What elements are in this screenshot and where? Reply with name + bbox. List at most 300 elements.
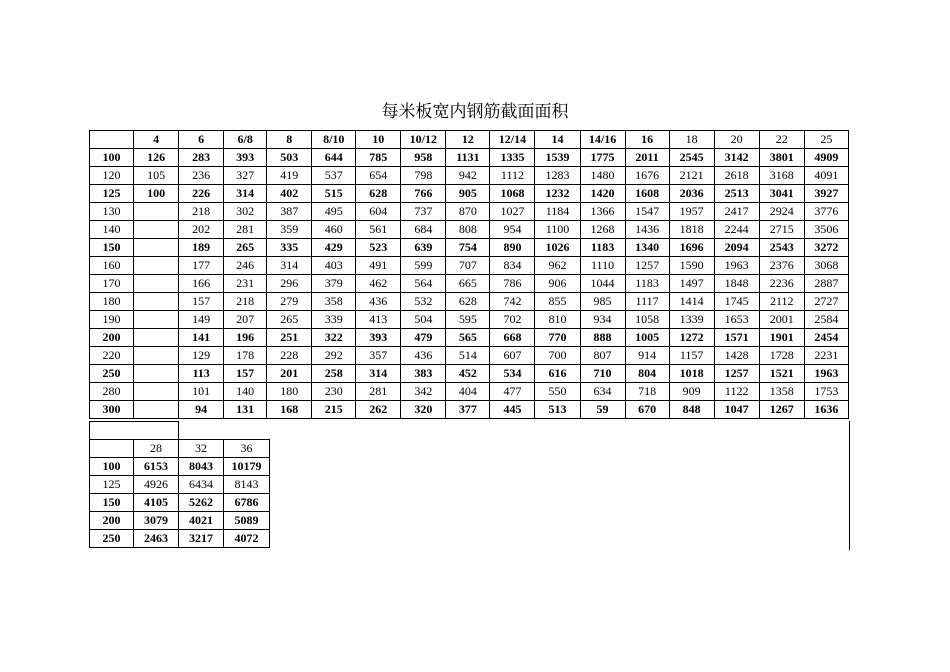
area-cell: 166: [179, 275, 224, 293]
diameter-header: 16: [625, 131, 669, 149]
area-cell: 634: [580, 383, 625, 401]
area-cell: 379: [312, 275, 356, 293]
area-cell: [134, 221, 179, 239]
area-cell: 1547: [625, 203, 669, 221]
area-cell: 1436: [625, 221, 669, 239]
diameter-header: 14/16: [580, 131, 625, 149]
area-cell: 292: [312, 347, 356, 365]
area-cell: 419: [267, 167, 312, 185]
area-cell: 196: [224, 329, 267, 347]
area-cell: 2376: [759, 257, 804, 275]
diameter-header: 18: [669, 131, 714, 149]
area-cell: 177: [179, 257, 224, 275]
area-cell: 1183: [580, 239, 625, 257]
area-cell: 1901: [759, 329, 804, 347]
area-cell: 495: [312, 203, 356, 221]
area-cell: 2244: [714, 221, 759, 239]
page-title: 每米板宽内钢筋截面面积: [381, 102, 569, 122]
area-cell: 3506: [804, 221, 848, 239]
area-cell: 335: [267, 239, 312, 257]
area-cell: 985: [580, 293, 625, 311]
spacing-cell: 120: [90, 167, 134, 185]
area-cell: 1745: [714, 293, 759, 311]
area-cell: 4091: [804, 167, 848, 185]
area-cell: 504: [401, 311, 446, 329]
area-cell: 6434: [179, 476, 224, 494]
area-cell: 5262: [179, 494, 224, 512]
area-cell: 1818: [669, 221, 714, 239]
area-cell: 737: [401, 203, 446, 221]
spacing-cell: 150: [90, 494, 134, 512]
area-cell: 628: [356, 185, 401, 203]
area-cell: 2236: [759, 275, 804, 293]
area-cell: 3142: [714, 149, 759, 167]
area-cell: 265: [224, 239, 267, 257]
area-cell: 644: [312, 149, 356, 167]
area-cell: 1110: [580, 257, 625, 275]
header-row: [90, 131, 849, 149]
area-cell: 766: [401, 185, 446, 203]
area-cell: 2036: [669, 185, 714, 203]
table-row: [90, 347, 849, 365]
area-cell: 785: [356, 149, 401, 167]
area-cell: 3927: [804, 185, 848, 203]
spacing-cell: 140: [90, 221, 134, 239]
table-row: [90, 458, 270, 476]
area-cell: 231: [224, 275, 267, 293]
area-cell: [134, 347, 179, 365]
area-cell: 1047: [714, 401, 759, 419]
area-cell: 1272: [669, 329, 714, 347]
area-cell: 3801: [759, 149, 804, 167]
area-cell: 1497: [669, 275, 714, 293]
area-cell: 357: [356, 347, 401, 365]
area-cell: 3168: [759, 167, 804, 185]
diameter-header: 4: [134, 131, 179, 149]
area-cell: 236: [179, 167, 224, 185]
area-cell: 462: [356, 275, 401, 293]
spacing-cell: 150: [90, 239, 134, 257]
area-cell: [134, 365, 179, 383]
area-cell: 808: [446, 221, 490, 239]
area-cell: 2727: [804, 293, 848, 311]
area-cell: 905: [446, 185, 490, 203]
area-cell: 281: [356, 383, 401, 401]
table-row: [90, 512, 270, 530]
area-cell: 3041: [759, 185, 804, 203]
area-cell: 513: [535, 401, 580, 419]
area-cell: 855: [535, 293, 580, 311]
area-cell: 383: [401, 365, 446, 383]
area-cell: 101: [179, 383, 224, 401]
area-cell: 228: [267, 347, 312, 365]
area-cell: 958: [401, 149, 446, 167]
area-cell: 314: [224, 185, 267, 203]
area-cell: 314: [356, 365, 401, 383]
spacing-cell: 100: [90, 149, 134, 167]
area-cell: [134, 329, 179, 347]
area-cell: 1183: [625, 275, 669, 293]
area-cell: 1366: [580, 203, 625, 221]
area-cell: 387: [267, 203, 312, 221]
table-row: [90, 257, 849, 275]
area-cell: 1026: [535, 239, 580, 257]
area-cell: 283: [179, 149, 224, 167]
area-cell: 670: [625, 401, 669, 419]
area-cell: 1005: [625, 329, 669, 347]
table-row: [90, 530, 270, 548]
diameter-header: 14: [535, 131, 580, 149]
area-cell: 684: [401, 221, 446, 239]
spacing-cell: 250: [90, 530, 134, 548]
spacing-cell: 125: [90, 185, 134, 203]
area-cell: 1340: [625, 239, 669, 257]
table-row: [90, 185, 849, 203]
area-cell: 3068: [804, 257, 848, 275]
area-cell: 1428: [714, 347, 759, 365]
area-cell: 358: [312, 293, 356, 311]
area-cell: 1728: [759, 347, 804, 365]
area-cell: 2543: [759, 239, 804, 257]
area-cell: 296: [267, 275, 312, 293]
area-cell: 1257: [714, 365, 759, 383]
rebar-area-table: [89, 130, 849, 419]
area-cell: 702: [490, 311, 535, 329]
spacing-cell: 220: [90, 347, 134, 365]
table-row: [90, 239, 849, 257]
diameter-header: 28: [134, 440, 179, 458]
area-cell: 1636: [804, 401, 848, 419]
area-cell: 639: [401, 239, 446, 257]
spacing-cell: 170: [90, 275, 134, 293]
area-cell: 281: [224, 221, 267, 239]
area-cell: 218: [224, 293, 267, 311]
area-cell: 2454: [804, 329, 848, 347]
area-cell: 906: [535, 275, 580, 293]
area-cell: 607: [490, 347, 535, 365]
table-right-border: [849, 421, 850, 550]
area-cell: 2231: [804, 347, 848, 365]
diameter-header: 10/12: [401, 131, 446, 149]
spacing-cell: 100: [90, 458, 134, 476]
area-cell: 4926: [134, 476, 179, 494]
area-cell: [134, 383, 179, 401]
area-cell: 515: [312, 185, 356, 203]
diameter-header: 36: [224, 440, 270, 458]
area-cell: 393: [356, 329, 401, 347]
area-cell: 320: [401, 401, 446, 419]
area-cell: 4072: [224, 530, 270, 548]
area-cell: [134, 401, 179, 419]
area-cell: 1335: [490, 149, 535, 167]
area-cell: 4021: [179, 512, 224, 530]
area-cell: 665: [446, 275, 490, 293]
area-cell: 403: [312, 257, 356, 275]
area-cell: 479: [401, 329, 446, 347]
diameter-header: 8: [267, 131, 312, 149]
table-row: [90, 329, 849, 347]
area-cell: 754: [446, 239, 490, 257]
area-cell: 314: [267, 257, 312, 275]
area-cell: 909: [669, 383, 714, 401]
area-cell: 215: [312, 401, 356, 419]
area-cell: 1283: [535, 167, 580, 185]
area-cell: 105: [134, 167, 179, 185]
area-cell: 3272: [804, 239, 848, 257]
area-cell: [134, 257, 179, 275]
area-cell: 126: [134, 149, 179, 167]
area-cell: 393: [224, 149, 267, 167]
area-cell: [134, 239, 179, 257]
area-cell: 890: [490, 239, 535, 257]
area-cell: 2545: [669, 149, 714, 167]
area-cell: [134, 275, 179, 293]
area-cell: 628: [446, 293, 490, 311]
area-cell: 962: [535, 257, 580, 275]
area-cell: [134, 311, 179, 329]
area-cell: 1848: [714, 275, 759, 293]
area-cell: 149: [179, 311, 224, 329]
area-cell: 523: [356, 239, 401, 257]
area-cell: 707: [446, 257, 490, 275]
area-cell: 230: [312, 383, 356, 401]
area-cell: 402: [267, 185, 312, 203]
area-cell: 491: [356, 257, 401, 275]
area-cell: 1131: [446, 149, 490, 167]
area-cell: 1267: [759, 401, 804, 419]
area-cell: 1100: [535, 221, 580, 239]
table-row: [90, 476, 270, 494]
area-cell: 718: [625, 383, 669, 401]
area-cell: 3217: [179, 530, 224, 548]
area-cell: 1268: [580, 221, 625, 239]
area-cell: 168: [267, 401, 312, 419]
table-row: [90, 383, 849, 401]
area-cell: 914: [625, 347, 669, 365]
area-cell: 100: [134, 185, 179, 203]
area-cell: 2887: [804, 275, 848, 293]
area-cell: 436: [356, 293, 401, 311]
area-cell: 258: [312, 365, 356, 383]
diameter-header: 12/14: [490, 131, 535, 149]
area-cell: 1358: [759, 383, 804, 401]
area-cell: 561: [356, 221, 401, 239]
area-cell: 359: [267, 221, 312, 239]
area-cell: 436: [401, 347, 446, 365]
area-cell: 262: [356, 401, 401, 419]
area-cell: 141: [179, 329, 224, 347]
area-cell: 4909: [804, 149, 848, 167]
spacing-cell: 125: [90, 476, 134, 494]
area-cell: 710: [580, 365, 625, 383]
area-cell: 460: [312, 221, 356, 239]
diameter-header: 12: [446, 131, 490, 149]
spacing-cell: 250: [90, 365, 134, 383]
diameter-header: 10: [356, 131, 401, 149]
area-cell: 157: [179, 293, 224, 311]
spacing-cell: 200: [90, 512, 134, 530]
area-cell: 477: [490, 383, 535, 401]
area-cell: 1539: [535, 149, 580, 167]
area-cell: 342: [401, 383, 446, 401]
area-cell: 1044: [580, 275, 625, 293]
area-cell: 2001: [759, 311, 804, 329]
table-row: [90, 293, 849, 311]
area-cell: 1117: [625, 293, 669, 311]
area-cell: 246: [224, 257, 267, 275]
area-cell: 870: [446, 203, 490, 221]
blank-row: [90, 422, 270, 440]
area-cell: 157: [224, 365, 267, 383]
area-cell: 131: [224, 401, 267, 419]
area-cell: 1157: [669, 347, 714, 365]
area-cell: 934: [580, 311, 625, 329]
area-cell: 599: [401, 257, 446, 275]
area-cell: 2121: [669, 167, 714, 185]
area-cell: 2584: [804, 311, 848, 329]
area-cell: 265: [267, 311, 312, 329]
area-cell: 1608: [625, 185, 669, 203]
area-cell: 1112: [490, 167, 535, 185]
area-cell: 1957: [669, 203, 714, 221]
area-cell: 668: [490, 329, 535, 347]
spacing-cell: 130: [90, 203, 134, 221]
table-row: [90, 203, 849, 221]
area-cell: 2011: [625, 149, 669, 167]
area-cell: 2112: [759, 293, 804, 311]
area-cell: [134, 203, 179, 221]
area-cell: 786: [490, 275, 535, 293]
area-cell: 404: [446, 383, 490, 401]
area-cell: 8143: [224, 476, 270, 494]
area-cell: 6786: [224, 494, 270, 512]
spacing-cell: 300: [90, 401, 134, 419]
area-cell: 3079: [134, 512, 179, 530]
area-cell: 2417: [714, 203, 759, 221]
area-cell: 207: [224, 311, 267, 329]
area-cell: 1420: [580, 185, 625, 203]
area-cell: 2094: [714, 239, 759, 257]
area-cell: 10179: [224, 458, 270, 476]
area-cell: 1480: [580, 167, 625, 185]
area-cell: 218: [179, 203, 224, 221]
area-cell: 888: [580, 329, 625, 347]
area-cell: 202: [179, 221, 224, 239]
area-cell: 1696: [669, 239, 714, 257]
diameter-header: 32: [179, 440, 224, 458]
area-cell: 6153: [134, 458, 179, 476]
area-cell: 595: [446, 311, 490, 329]
area-cell: 2715: [759, 221, 804, 239]
area-cell: 2618: [714, 167, 759, 185]
area-cell: 322: [312, 329, 356, 347]
area-cell: 189: [179, 239, 224, 257]
area-cell: 1571: [714, 329, 759, 347]
area-cell: 550: [535, 383, 580, 401]
area-cell: 1676: [625, 167, 669, 185]
area-cell: 201: [267, 365, 312, 383]
spacing-cell: 190: [90, 311, 134, 329]
area-cell: 848: [669, 401, 714, 419]
table-row: [90, 365, 849, 383]
area-cell: 604: [356, 203, 401, 221]
area-cell: 327: [224, 167, 267, 185]
blank-cell: [179, 422, 270, 440]
diameter-header: 25: [804, 131, 848, 149]
area-cell: 1963: [714, 257, 759, 275]
area-cell: 113: [179, 365, 224, 383]
area-cell: 1018: [669, 365, 714, 383]
table-row: [90, 311, 849, 329]
area-cell: 2924: [759, 203, 804, 221]
area-cell: 834: [490, 257, 535, 275]
area-cell: 1775: [580, 149, 625, 167]
area-cell: 654: [356, 167, 401, 185]
area-cell: 804: [625, 365, 669, 383]
area-cell: 1184: [535, 203, 580, 221]
area-cell: 2463: [134, 530, 179, 548]
area-cell: 532: [401, 293, 446, 311]
area-cell: [134, 293, 179, 311]
area-cell: 94: [179, 401, 224, 419]
diameter-header: 8/10: [312, 131, 356, 149]
area-cell: 413: [356, 311, 401, 329]
corner-cell: [90, 131, 134, 149]
area-cell: 5089: [224, 512, 270, 530]
area-cell: 1521: [759, 365, 804, 383]
diameter-header: 6/8: [224, 131, 267, 149]
diameter-header: 22: [759, 131, 804, 149]
area-cell: 2513: [714, 185, 759, 203]
area-cell: 1122: [714, 383, 759, 401]
rebar-area-table-large-diameter: [89, 421, 270, 548]
area-cell: 59: [580, 401, 625, 419]
area-cell: 1232: [535, 185, 580, 203]
spacing-cell: 280: [90, 383, 134, 401]
area-cell: 180: [267, 383, 312, 401]
area-cell: 452: [446, 365, 490, 383]
area-cell: 1753: [804, 383, 848, 401]
area-cell: 8043: [179, 458, 224, 476]
area-cell: 1590: [669, 257, 714, 275]
area-cell: 942: [446, 167, 490, 185]
area-cell: 445: [490, 401, 535, 419]
area-cell: 279: [267, 293, 312, 311]
area-cell: 129: [179, 347, 224, 365]
area-cell: 4105: [134, 494, 179, 512]
table-row: [90, 149, 849, 167]
area-cell: 564: [401, 275, 446, 293]
area-cell: 503: [267, 149, 312, 167]
area-cell: 514: [446, 347, 490, 365]
diameter-header: 20: [714, 131, 759, 149]
area-cell: 616: [535, 365, 580, 383]
blank-cell: [90, 422, 179, 440]
area-cell: 742: [490, 293, 535, 311]
area-cell: 140: [224, 383, 267, 401]
area-cell: 770: [535, 329, 580, 347]
spacing-cell: 180: [90, 293, 134, 311]
area-cell: 1414: [669, 293, 714, 311]
area-cell: 565: [446, 329, 490, 347]
area-cell: 1339: [669, 311, 714, 329]
area-cell: 798: [401, 167, 446, 185]
area-cell: 339: [312, 311, 356, 329]
area-cell: 302: [224, 203, 267, 221]
area-cell: 1653: [714, 311, 759, 329]
header-row: [90, 440, 270, 458]
table-row: [90, 494, 270, 512]
